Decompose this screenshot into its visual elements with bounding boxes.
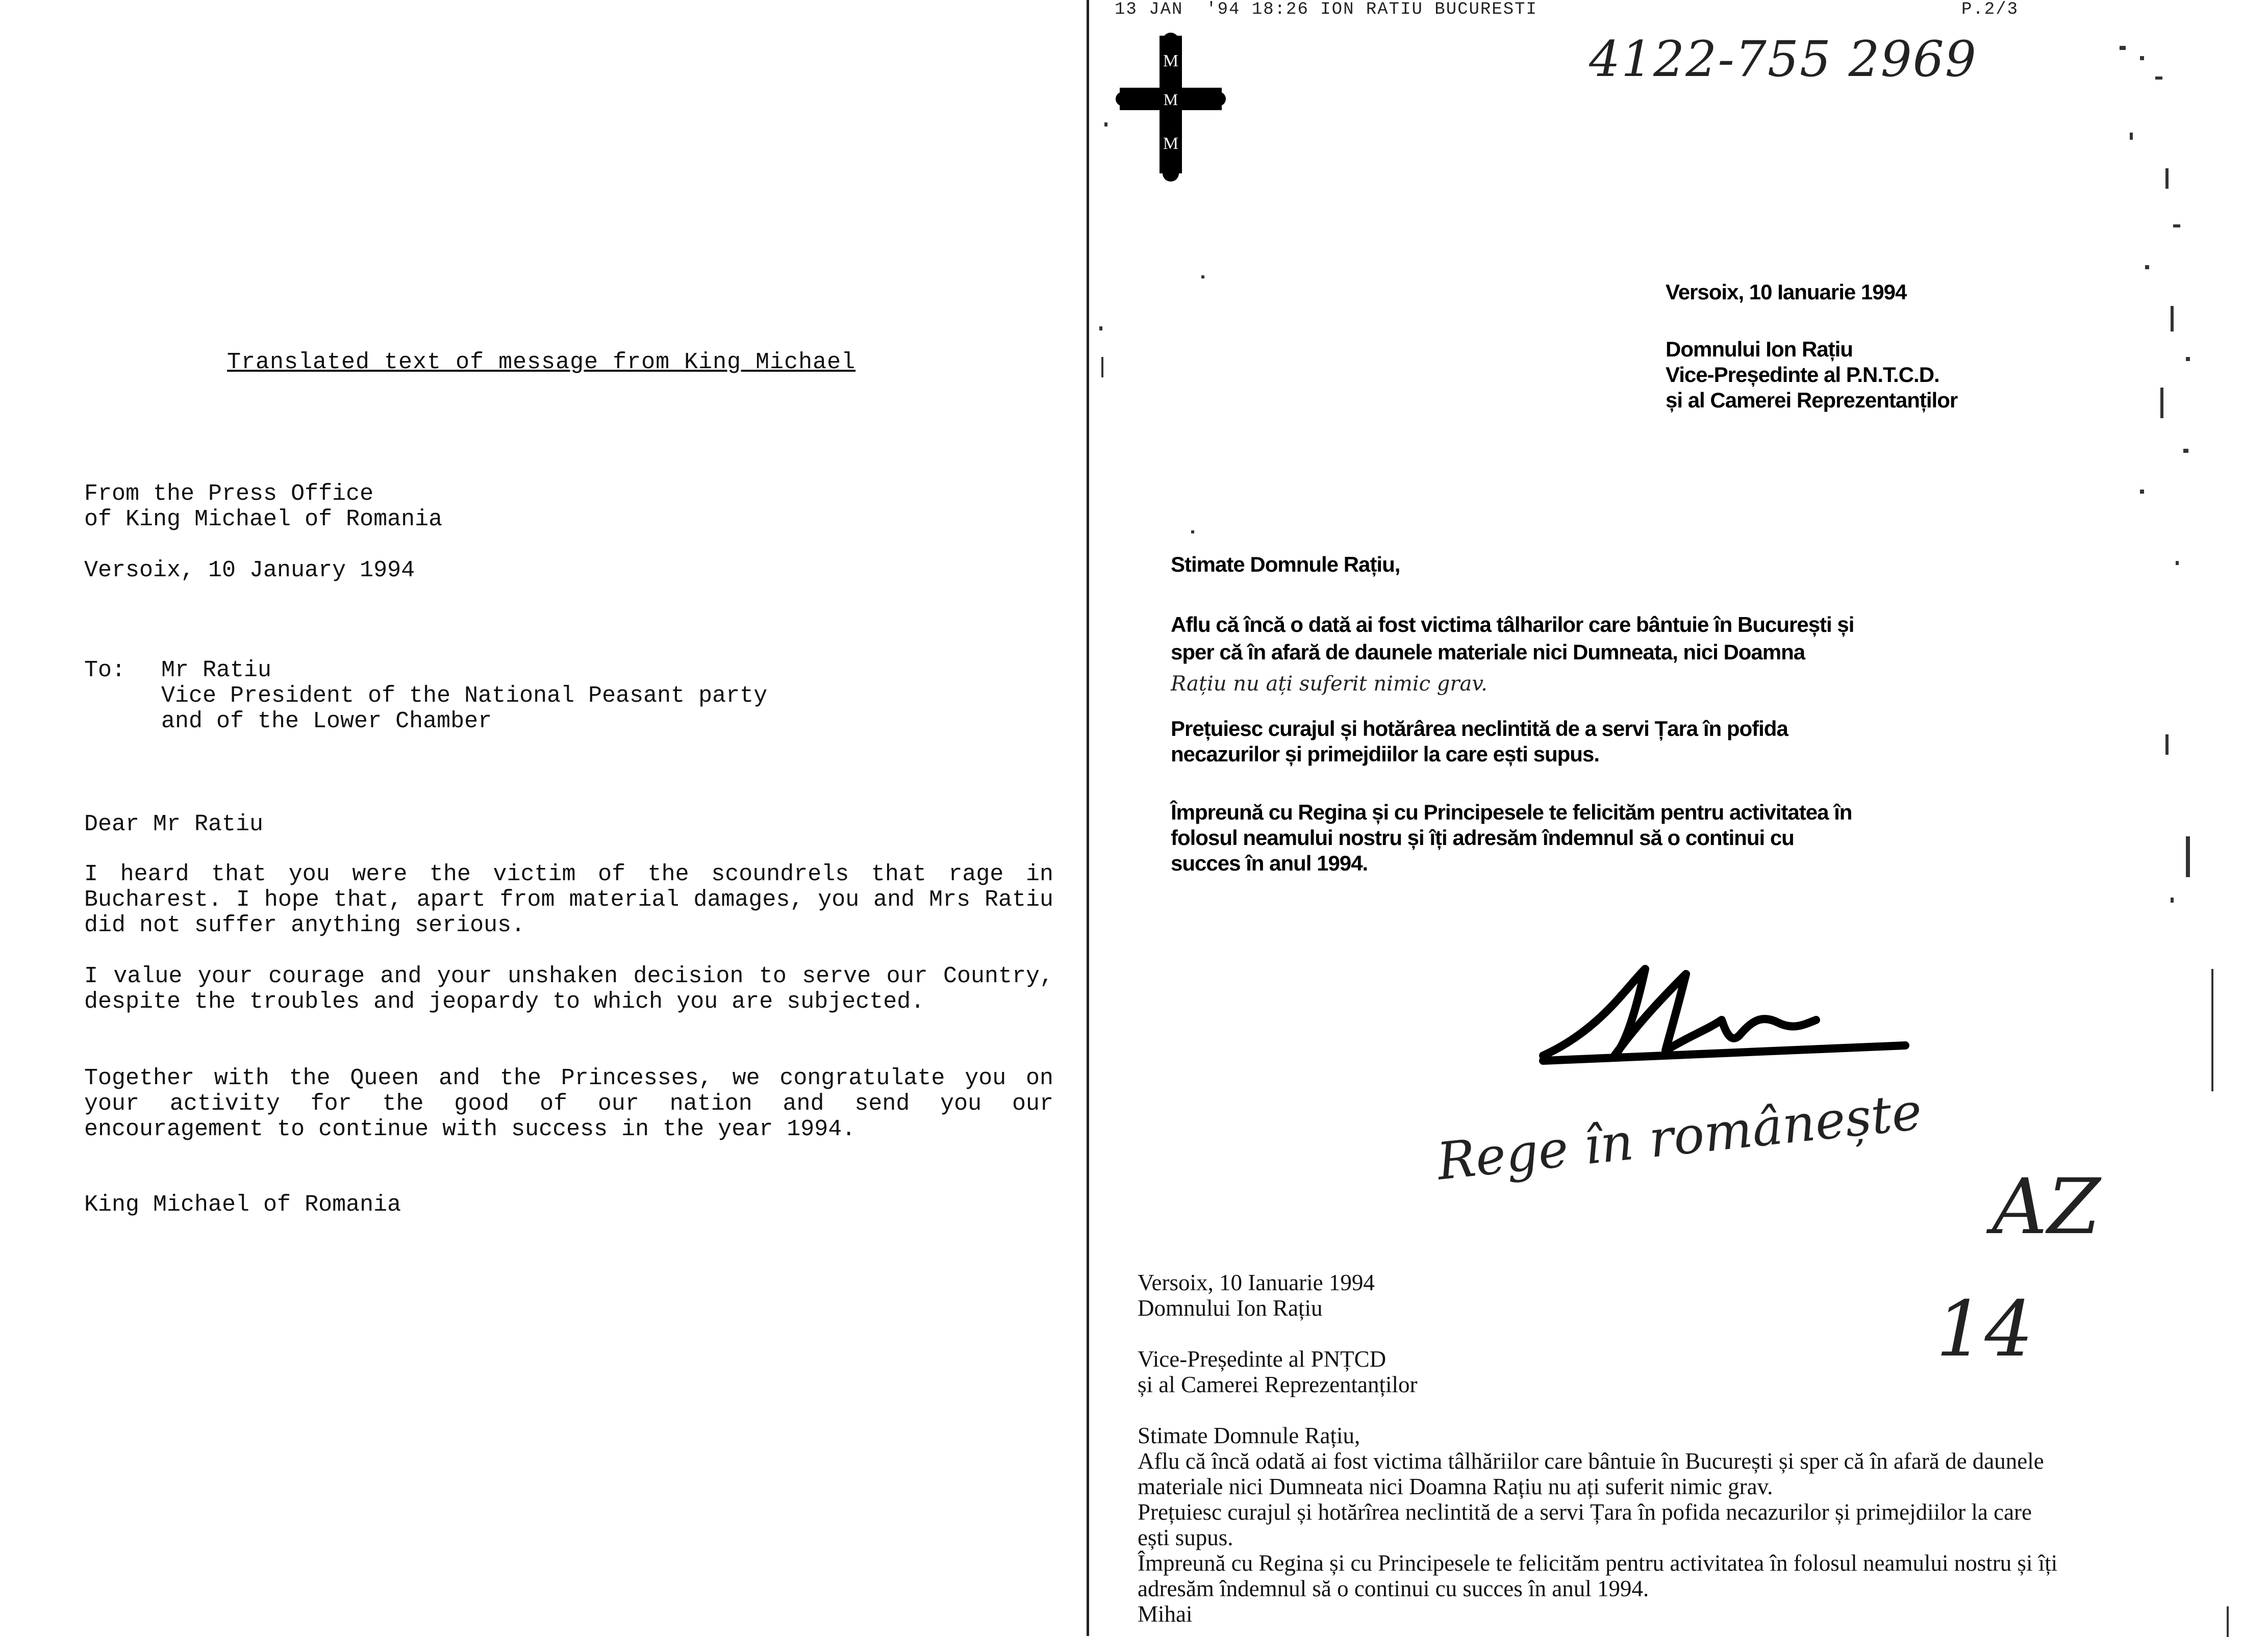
fax-body-line-8: succes în anul 1994. [1171, 851, 1368, 875]
transcription-line-1: Versoix, 10 Ianuarie 1994 [1138, 1270, 1375, 1295]
fax-date: Versoix, 10 Ianuarie 1994 [1666, 280, 1907, 304]
transcription-line-7: materiale nici Dumneata nici Doamna Rațiu nu ați suferit nimic grav. [1138, 1474, 1773, 1499]
fax-body-line-2: sper că în afară de daunele materiale nici Dumneata, nici Doamna [1171, 640, 1805, 664]
transcription-line-10: Împreună cu Regina și cu Principesele te felicităm pentru activitatea în folosul neamului nostru și îți [1138, 1550, 2058, 1576]
from-line-1: From the Press Office [84, 481, 374, 507]
translation-signature: King Michael of Romania [84, 1192, 401, 1218]
fax-body-line-7: folosul neamului nostru și îți adresăm îndemnul să o continui cu [1171, 826, 1794, 850]
royal-cross-emblem [1115, 31, 1227, 184]
fax-recipient-1: Domnului Ion Rațiu [1666, 337, 1853, 361]
fax-body-line-6: Împreună cu Regina și cu Principesele te felicităm pentru activitatea în [1171, 800, 1852, 824]
transcription-line-9: ești supus. [1138, 1525, 1233, 1550]
handwritten-note: Rege în românește [1434, 1081, 1925, 1192]
svg-text:M: M [1163, 90, 1178, 109]
transcription-line-4: și al Camerei Reprezentanților [1138, 1372, 1418, 1397]
to-line-2: Vice President of the National Peasant party [161, 683, 768, 709]
translation-page [0, 0, 1087, 1636]
fax-salutation: Stimate Domnule Rațiu, [1171, 552, 1400, 576]
from-line-2: of King Michael of Romania [84, 506, 443, 532]
margin-mark-az: AZ [1992, 1163, 2101, 1251]
transcription-line-8: Prețuiesc curajul și hotărîrea neclintită de a servi Țara în pofida necazurilor și primejdiilor la care [1138, 1499, 2032, 1525]
to-line-1: Mr Ratiu [161, 657, 272, 683]
transcription-line-5: Stimate Domnule Rațiu, [1138, 1423, 1360, 1448]
svg-text:M: M [1163, 134, 1179, 153]
fax-header: 13 JAN '94 18:26 ION RATIU BUCURESTI [1115, 0, 1538, 19]
transcription-line-2: Domnului Ion Rațiu [1138, 1295, 1323, 1321]
fax-body-line-4: Prețuiesc curajul și hotărârea neclintită de a servi Țara în pofida [1171, 717, 1788, 740]
translation-date: Versoix, 10 January 1994 [84, 557, 415, 583]
transcription-line-11: adresăm îndemnul să o continui cu succes în anul 1994. [1138, 1576, 1649, 1601]
transcription-line-3: Vice-Președinte al PNȚCD [1138, 1346, 1387, 1372]
fax-recipient-3: și al Camerei Reprezentanților [1666, 388, 1958, 412]
fax-body-line-1: Aflu că încă o dată ai fost victima tâlharilor care bântuie în București și [1171, 612, 1854, 636]
transcription-line-12: Mihai [1138, 1601, 1193, 1627]
translation-paragraph-3: Together with the Queen and the Princesses, we congratulate you on your activity for the good of our nation and send you our encouragement to continue with success in the year 1994. [84, 1065, 1053, 1142]
translation-salutation: Dear Mr Ratiu [84, 811, 264, 837]
fax-recipient-2: Vice-Președinte al P.N.T.C.D. [1666, 363, 1939, 387]
fax-page-number: P.2/3 [1961, 0, 2019, 19]
handwritten-phone: 4122-755 2969 [1589, 31, 1977, 88]
margin-mark-14: 14 [1936, 1285, 2033, 1374]
handwritten-signature [1538, 959, 1926, 1076]
translation-paragraph-2: I value your courage and your unshaken decision to serve our Country, despite the troubles and jeopardy to which you are subjected. [84, 963, 1053, 1015]
fax-body-line-5: necazurilor și primejdiilor la care ești supus. [1171, 742, 1599, 766]
to-label: To: [84, 657, 126, 683]
fax-page [1089, 0, 2268, 1636]
fax-body-line-3: Rațiu nu ați suferit nimic grav. [1171, 672, 1488, 696]
translation-title: Translated text of message from King Michael [227, 349, 856, 375]
translation-paragraph-1: I heard that you were the victim of the scoundrels that rage in Bucharest. I hope that, apart from material damages, you and Mrs Ratiu did not suffer anything serious. [84, 861, 1053, 938]
transcription-line-6: Aflu că încă odată ai fost victima tâlhăriilor care bântuie în București și sper că în afară de daunele [1138, 1448, 2044, 1474]
to-line-3: and of the Lower Chamber [161, 708, 492, 734]
svg-text:M: M [1163, 52, 1179, 70]
